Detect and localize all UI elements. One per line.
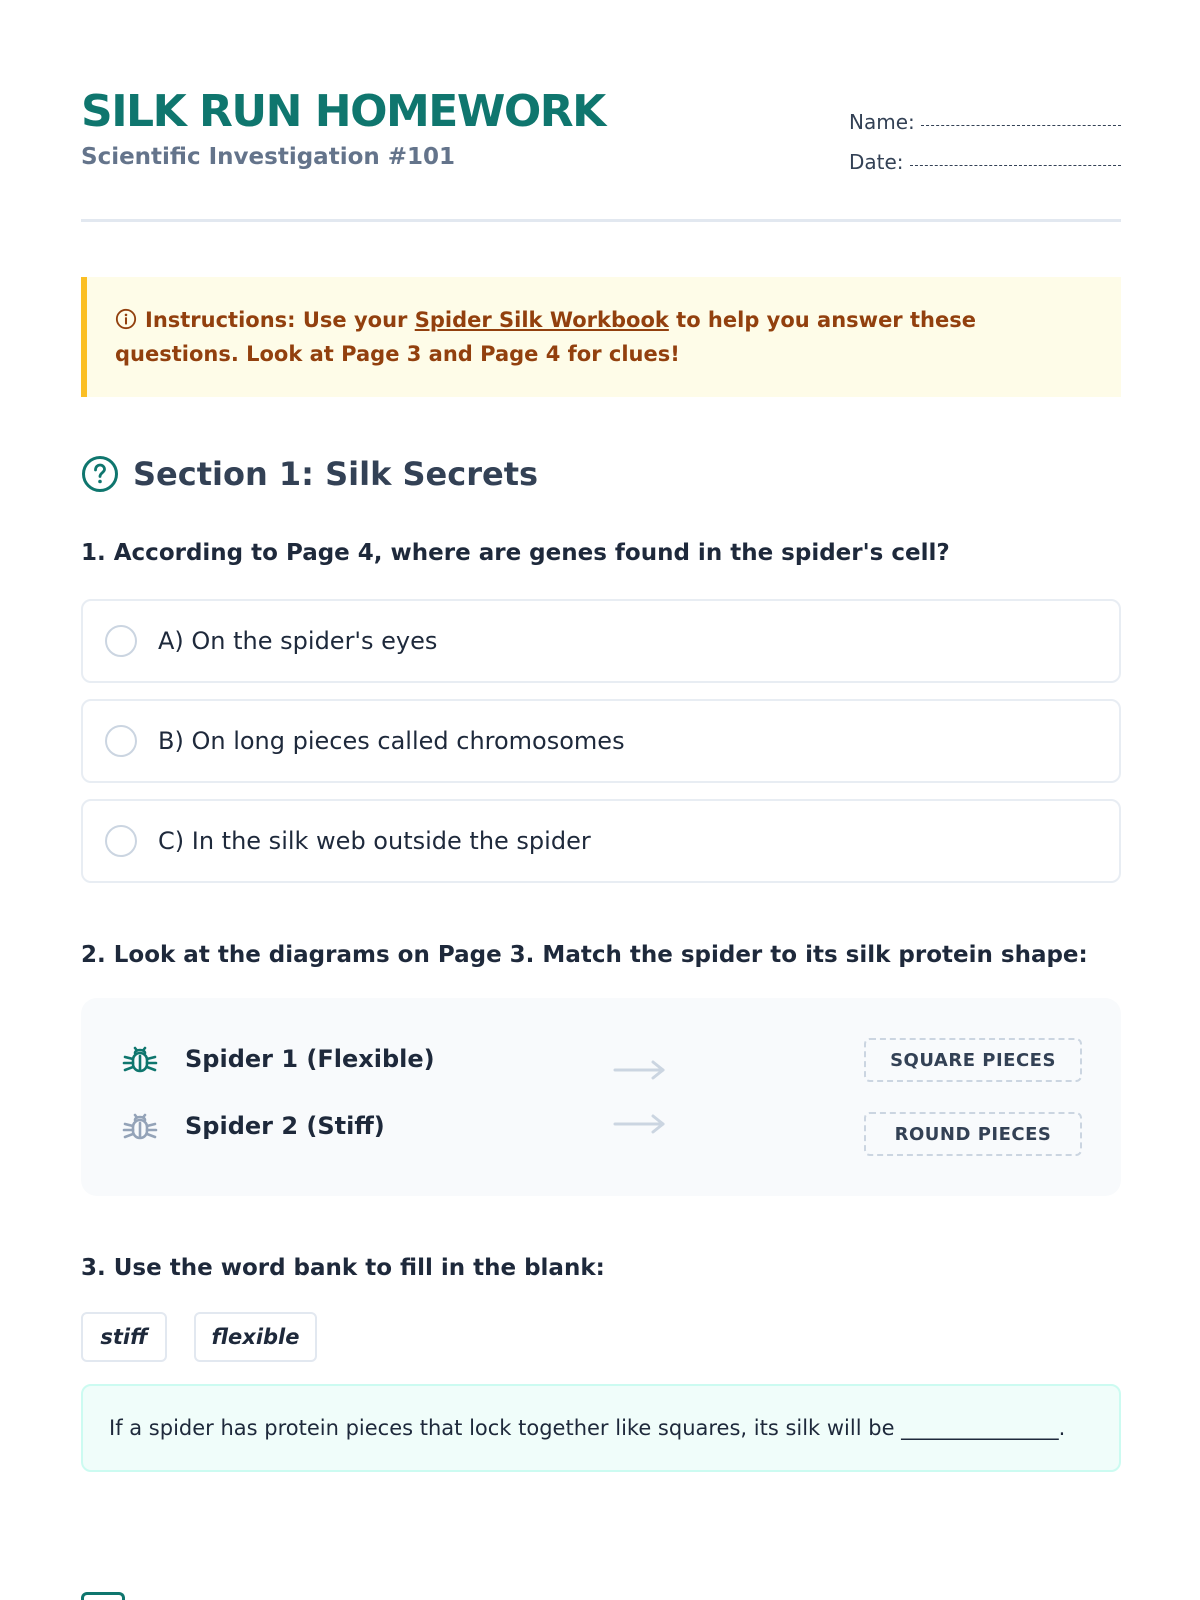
header-divider [81,219,1121,222]
instructions-suffix: to help you answer these questions. Look at Page 3 and Page 4 for clues! [115,308,976,366]
name-blank[interactable] [921,125,1121,126]
matching-panel [81,998,1121,1196]
worksheet-header [81,84,1121,224]
section-heading [81,452,538,496]
fill-in-sentence[interactable]: If a spider has protein pieces that lock together like squares, its silk will be _______________. [81,1384,1121,1472]
bug-icon [121,1040,159,1078]
arrow-right-icon [613,1114,667,1134]
student-fields [849,94,1121,174]
radio-button[interactable] [105,825,137,857]
question-2: 2. Look at the diagrams on Page 3. Match the spider to its silk protein shape: [81,942,1088,968]
option-b[interactable] [81,699,1121,783]
date-field[interactable] [849,134,1121,174]
question-3: 3. Use the word bank to fill in the blank: [81,1255,605,1281]
question-circle-icon [81,455,119,493]
spider-2-row[interactable] [121,1107,385,1145]
date-label: Date: [849,150,904,174]
word-bank-chip[interactable]: flexible [194,1312,317,1362]
arrow-right-icon [613,1060,667,1080]
instructions-callout [81,277,1121,397]
radio-button[interactable] [105,625,137,657]
bug-icon [121,1107,159,1145]
option-a[interactable] [81,599,1121,683]
word-bank-chip[interactable]: stiff [81,1312,167,1362]
page-subtitle: Scientific Investigation #101 [81,144,456,170]
instructions-prefix: Instructions: Use your [145,308,415,332]
spider-1-label: Spider 1 (Flexible) [185,1045,435,1073]
workbook-link[interactable]: Spider Silk Workbook [414,308,669,332]
spider-1-row[interactable] [121,1040,435,1078]
name-label: Name: [849,110,915,134]
option-label: C) In the silk web outside the spider [158,827,591,855]
page-title: SILK RUN HOMEWORK [81,86,605,137]
info-icon [115,308,137,330]
option-c[interactable] [81,799,1121,883]
shape-option-round[interactable]: ROUND PIECES [864,1112,1082,1156]
shape-option-square[interactable]: SQUARE PIECES [864,1038,1082,1082]
radio-button[interactable] [105,725,137,757]
question-1: 1. According to Page 4, where are genes found in the spider's cell? [81,540,950,566]
option-label: B) On long pieces called chromosomes [158,727,625,755]
name-field[interactable] [849,94,1121,134]
section-title: Section 1: Silk Secrets [133,455,539,493]
spider-2-label: Spider 2 (Stiff) [185,1112,385,1140]
option-label: A) On the spider's eyes [158,627,438,655]
section-icon-partial [81,1592,125,1600]
date-blank[interactable] [910,165,1121,166]
